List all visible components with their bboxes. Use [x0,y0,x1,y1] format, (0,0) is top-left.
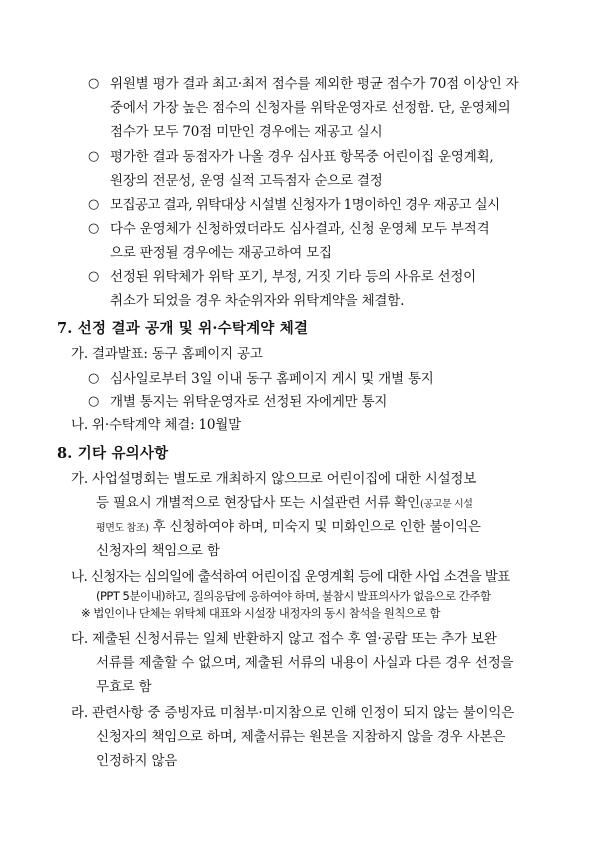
s6-bullet1-line2: 중에서 가장 높은 점수의 신청자를 위탁운영자로 선정함. 단, 운영체의 [110,100,511,116]
s6-bullet4-line2: 으로 판정될 경우에는 재공고하여 모집 [110,245,332,261]
s8-ga-line4: 신청자의 책임으로 함 [96,543,220,559]
s8-da-line1: 다. 제출된 신청서류는 일체 반환하지 않고 접수 후 열·공람 또는 추가 보완 [71,631,497,647]
s6-bullet5-line1: 선정된 위탁체가 위탁 포기, 부정, 거짓 기타 등의 사유로 선정이 [110,269,477,285]
s8-na-line2: (PPT 5분이내)하고, 질의응답에 응하여야 하며, 불참시 발표의사가 없음으로 간주함 [96,589,491,603]
s8-ga-line1: 가. 사업설명회는 별도로 개최하지 않으므로 어린이집에 대한 시설정보 [71,471,477,487]
s8-ga-line2-small: (공고문 시설 [419,499,473,510]
s7-ga-bullet2: 개별 통지는 위탁운영자로 선정된 자에게만 통지 [110,394,388,410]
bullet-circle-icon: ○ [88,269,100,284]
bullet-circle-icon: ○ [88,76,100,91]
bullet-circle-icon: ○ [88,394,100,409]
s7-ga-label: 가. 결과발표: 동구 홈페이지 공고 [71,346,263,362]
s6-bullet1-line3: 점수가 모두 70점 미만인 경우에는 재공고 실시 [110,124,383,140]
bullet-circle-icon: ○ [88,371,100,386]
s7-na-label: 나. 위·수탁계약 체결: 10월말 [71,417,241,433]
s6-bullet4-line1: 다수 운영체가 신청하였더라도 심사결과, 신청 운영체 모두 부적격 [110,221,490,237]
s8-da-line2: 서류를 제출할 수 없으며, 제출된 서류의 내용이 사실과 다른 경우 선정을 [96,655,514,671]
bullet-circle-icon: ○ [88,197,100,212]
s8-ga-line2 [96,494,473,514]
section7-heading: 7. 선정 결과 공개 및 위·수탁계약 체결 [57,320,309,337]
s8-ga-line3-small: 평면도 참조) [96,523,149,534]
s8-ga-line2-main: 등 필요시 개별적으로 현장답사 또는 시설관련 서류 확인 [96,495,420,511]
bullet-circle-icon: ○ [88,149,100,164]
bullet-circle-icon: ○ [88,221,100,236]
s6-bullet2-line1: 평가한 결과 동점자가 나올 경우 심사표 항목중 어린이집 운영계획, [110,149,494,165]
s8-ra-line1: 라. 관련사항 중 증빙자료 미첨부·미지참으로 인해 인정이 되지 않는 불이익은 [71,705,515,721]
s8-ra-line3: 인정하지 않음 [96,753,178,769]
s8-na-line1: 나. 신청자는 심의일에 출석하여 어린이집 운영계획 등에 대한 사업 소견을 발표 [71,569,510,585]
section8-heading: 8. 기타 유의사항 [57,445,169,462]
s8-da-line3: 무효로 함 [96,679,152,695]
s6-bullet1-line1: 위원별 평가 결과 최고·최저 점수를 제외한 평균 점수가 70점 이상인 자 [110,76,519,92]
s6-bullet2-line2: 원장의 전문성, 운영 실적 고득점자 순으로 결정 [110,173,383,189]
s8-ga-line3 [96,518,481,538]
s8-na-note: ※ 법인이나 단체는 위탁체 대표와 시설장 내정자의 동시 참석을 원칙으로 함 [81,606,440,620]
s7-ga-bullet1: 심사일로부터 3일 이내 동구 홈페이지 게시 및 개별 통지 [110,371,434,387]
s8-ra-line2: 신청자의 책임으로 하며, 제출서류는 원본을 지참하지 않을 경우 사본은 [96,729,506,745]
s6-bullet3-line1: 모집공고 결과, 위탁대상 시설별 신청자가 1명이하인 경우 재공고 실시 [110,197,500,213]
s6-bullet5-line2: 취소가 되었을 경우 차순위자와 위탁계약을 체결함. [110,293,405,309]
s8-ga-line3-main: 후 신청하여야 하며, 미숙지 및 미화인으로 인한 불이익은 [148,519,481,535]
